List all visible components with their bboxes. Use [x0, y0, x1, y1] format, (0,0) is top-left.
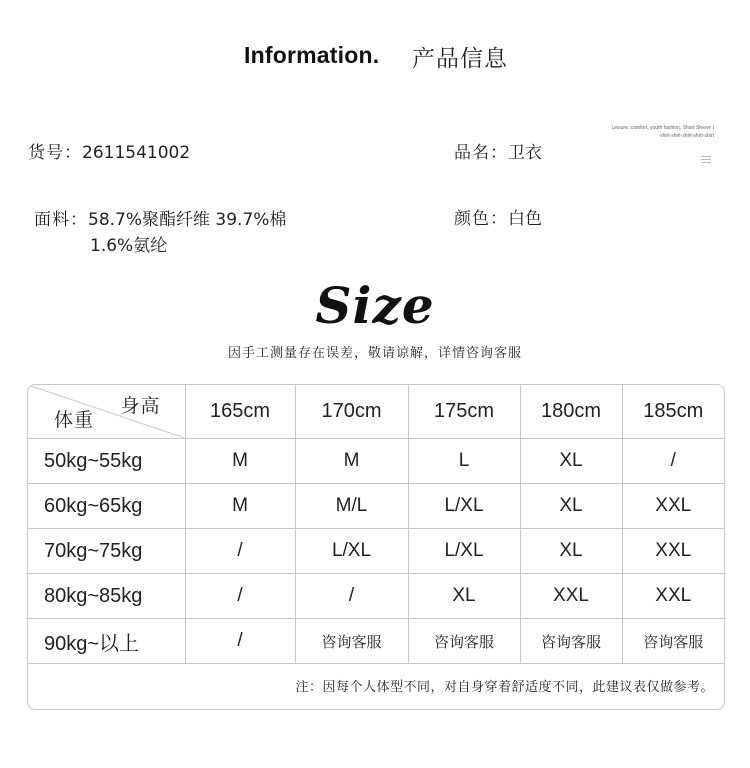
fabric — [34, 205, 286, 230]
size-title: Size — [315, 276, 435, 335]
height-header: 165cm — [185, 385, 295, 439]
title-english: Information. — [244, 42, 380, 68]
size-cell: / — [185, 619, 295, 664]
size-cell: / — [185, 529, 295, 574]
height-header: 180cm — [520, 385, 622, 439]
table-row — [28, 574, 724, 619]
size-cell: XXL — [622, 529, 724, 574]
size-cell: 咨询客服 — [408, 619, 520, 664]
size-cell: L/XL — [408, 484, 520, 529]
item-number-value: 2611541002 — [82, 143, 191, 163]
size-cell: M/L — [295, 484, 408, 529]
size-grid — [28, 385, 724, 664]
product-name — [454, 138, 542, 163]
size-cell: XL — [520, 529, 622, 574]
weight-cell: 50kg~55kg — [28, 439, 185, 484]
size-cell: L — [408, 439, 520, 484]
product-name-value: 卫衣 — [508, 143, 542, 163]
side-note-line2: -shirt-shirt-shirt-shirt-shirt — [658, 133, 714, 139]
size-cell: 咨询客服 — [295, 619, 408, 664]
size-cell: 咨询客服 — [622, 619, 724, 664]
size-table — [27, 384, 725, 710]
fabric-value-line1: 58.7%聚酯纤维 39.7%棉 — [88, 210, 287, 230]
item-number — [28, 138, 190, 163]
color — [454, 204, 542, 229]
table-row — [28, 484, 724, 529]
size-cell: / — [295, 574, 408, 619]
corner-height-label: 身高 — [120, 395, 161, 417]
table-row — [28, 529, 724, 574]
title-chinese: 产品信息 — [412, 46, 508, 72]
side-note-line1: Leisure, comfort, youth fashion, Short Sleeve t — [611, 125, 714, 131]
height-header: 175cm — [408, 385, 520, 439]
size-cell: XL — [520, 484, 622, 529]
table-row — [28, 439, 724, 484]
weight-cell: 60kg~65kg — [28, 484, 185, 529]
size-cell: / — [622, 439, 724, 484]
color-label: 颜色： — [454, 209, 508, 229]
list-lines-icon — [701, 156, 711, 166]
table-row — [28, 619, 724, 664]
size-cell: / — [185, 574, 295, 619]
corner-weight-label: 体重 — [54, 409, 95, 431]
size-cell: M — [185, 439, 295, 484]
size-subtitle: 因手工测量存在误差，敬请谅解，详情咨询客服 — [227, 346, 522, 361]
height-header: 170cm — [295, 385, 408, 439]
size-cell: 咨询客服 — [520, 619, 622, 664]
corner-diagonal — [28, 385, 185, 438]
size-cell: L/XL — [295, 529, 408, 574]
item-number-label: 货号： — [28, 143, 82, 163]
header — [0, 38, 750, 74]
fabric-value-line2: 1.6%氨纶 — [90, 236, 168, 256]
fabric-label: 面料： — [34, 210, 88, 230]
weight-cell: 80kg~85kg — [28, 574, 185, 619]
product-name-label: 品名： — [454, 143, 508, 163]
weight-cell: 90kg~以上 — [28, 619, 185, 664]
table-corner-cell — [28, 385, 185, 439]
weight-cell: 70kg~75kg — [28, 529, 185, 574]
size-cell: M — [295, 439, 408, 484]
height-header: 185cm — [622, 385, 724, 439]
size-cell: XL — [408, 574, 520, 619]
size-cell: XXL — [520, 574, 622, 619]
table-header-row — [28, 385, 724, 439]
size-cell: L/XL — [408, 529, 520, 574]
side-note — [560, 124, 714, 140]
size-cell: XXL — [622, 574, 724, 619]
size-cell: XL — [520, 439, 622, 484]
size-cell: XXL — [622, 484, 724, 529]
table-footnote: 注：因每个人体型不同，对自身穿着舒适度不同，此建议表仅做参考。 — [295, 680, 714, 695]
color-value: 白色 — [508, 209, 542, 229]
size-cell: M — [185, 484, 295, 529]
